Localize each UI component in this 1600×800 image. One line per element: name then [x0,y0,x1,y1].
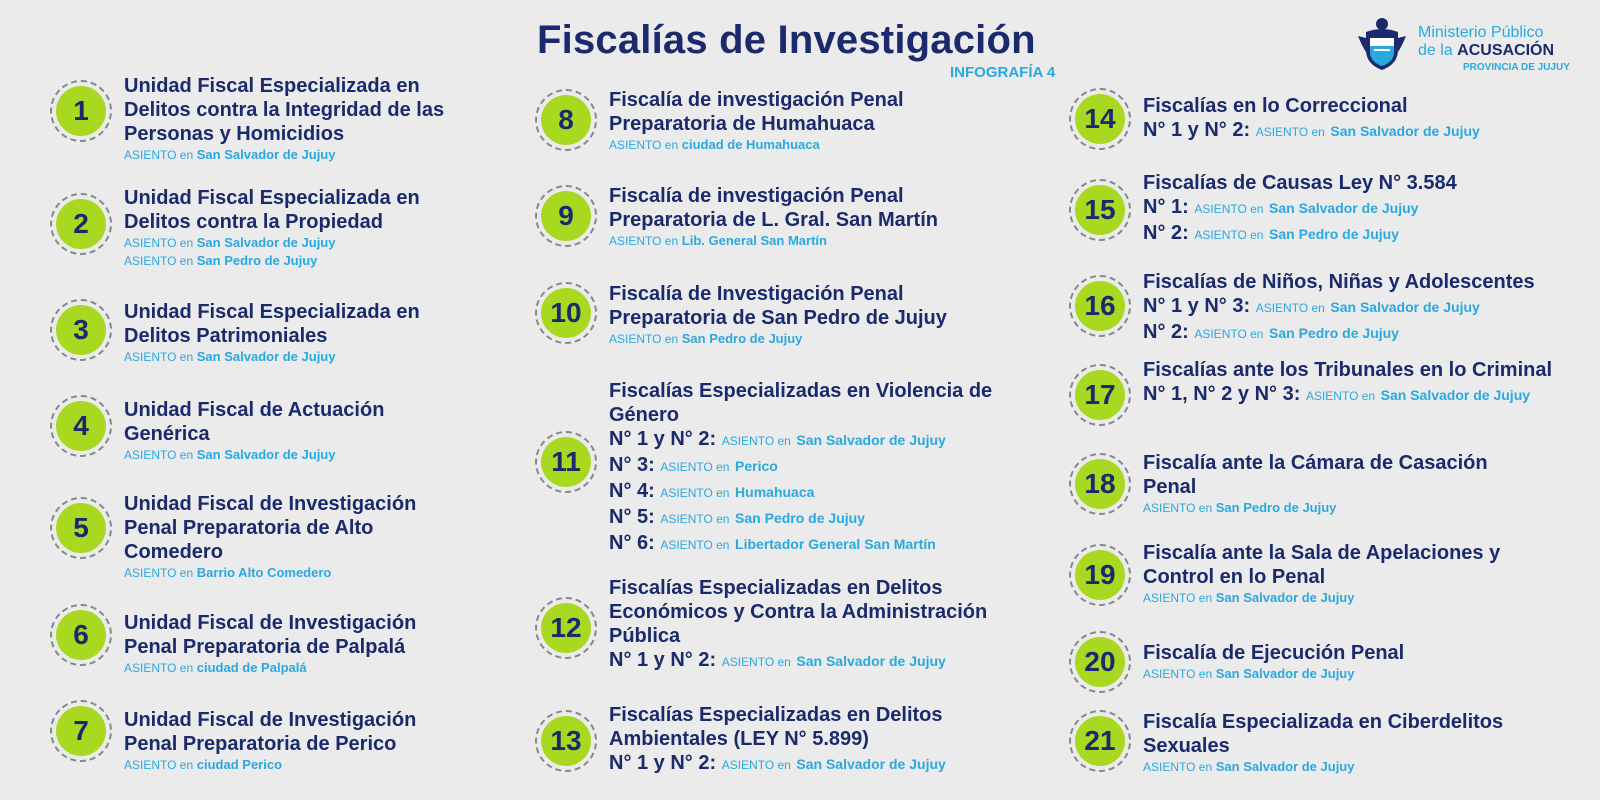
number-badge [50,700,112,762]
item-number: 11 [541,437,591,487]
sub-number: N° 1 y N° 2: [1143,119,1251,141]
seat-location: San Pedro de Jujuy [681,331,803,346]
sub-number: N° 5: [609,506,655,528]
item-text [1143,541,1543,607]
item-number: 20 [1075,637,1125,687]
item-number: 21 [1075,716,1125,766]
seat-line [124,146,464,164]
item-name: Fiscalías Especializadas en Delitos Económicos y Contra la Administración Pública [609,577,988,647]
sub-number: N° 1: [1143,196,1189,218]
sub-fiscalia-line [609,751,1009,777]
coat-of-arms-icon [1356,16,1408,72]
seat-line [609,136,1009,154]
item-name: Unidad Fiscal Especializada en Delitos contra la Propiedad [124,187,420,233]
asiento-label: ASIENTO en [660,512,730,526]
sub-number: N° 1 y N° 2: [609,428,717,450]
asiento-label: ASIENTO en [1143,591,1213,605]
item-name: Fiscalías de Niños, Niñas y Adolescentes [1143,271,1535,293]
item-name: Unidad Fiscal de Investigación Penal Preparatoria de Alto Comedero [124,493,417,563]
seat-line [124,564,464,582]
number-badge [50,299,112,361]
seat-location: San Salvador de Jujuy [1215,666,1355,681]
sub-number: N° 1, N° 2 y N° 3: [1143,383,1301,405]
item-text [124,74,464,164]
item-text [1143,641,1543,683]
item-name: Unidad Fiscal Especializada en Delitos contra la Integridad de las Personas y Homicidios [124,75,445,145]
item-text [1143,270,1583,346]
seat-line [124,252,464,270]
item-name: Fiscalía de Ejecución Penal [1143,642,1405,664]
number-badge [1069,179,1131,241]
item-number: 16 [1075,281,1125,331]
number-badge [1069,364,1131,426]
asiento-label: ASIENTO en [124,566,194,580]
sub-fiscalia-line [609,531,1009,557]
seat-location: San Salvador de Jujuy [1330,123,1480,139]
asiento-label: ASIENTO en [1143,667,1213,681]
asiento-label: ASIENTO en [1255,301,1325,315]
number-badge [1069,710,1131,772]
sub-fiscalia-line [1143,221,1583,247]
item-number: 9 [541,191,591,241]
asiento-label: ASIENTO en [124,254,194,268]
seat-location: Barrio Alto Comedero [196,565,332,580]
seat-line [1143,665,1543,683]
asiento-label: ASIENTO en [609,234,679,248]
seat-location: San Pedro de Jujuy [1269,325,1399,341]
item-name: Unidad Fiscal de Actuación Genérica [124,399,385,445]
seat-location: San Salvador de Jujuy [196,447,336,462]
logo-line-2: de la ACUSACIÓN [1418,42,1555,59]
sub-fiscalia-line [609,648,1039,674]
item-text [1143,94,1583,144]
item-number: 2 [56,199,106,249]
seat-line [1143,499,1543,517]
item-text [1143,451,1543,517]
asiento-label: ASIENTO en [721,434,791,448]
asiento-label: ASIENTO en [660,538,730,552]
sub-fiscalia-line [609,453,1009,479]
item-text [124,611,464,677]
seat-line [124,756,464,774]
sub-number: N° 3: [609,454,655,476]
seat-location: San Pedro de Jujuy [1269,226,1399,242]
number-badge [535,89,597,151]
item-number: 10 [541,288,591,338]
item-text [124,708,464,774]
asiento-label: ASIENTO en [124,661,194,675]
number-badge [535,282,597,344]
item-text [609,88,1009,154]
number-badge [1069,275,1131,337]
item-number: 5 [56,503,106,553]
item-name: Fiscalía de investigación Penal Preparatoria de L. Gral. San Martín [609,185,938,231]
seat-line [124,659,464,677]
number-badge [1069,631,1131,693]
item-name: Fiscalías de Causas Ley N° 3.584 [1143,172,1457,194]
item-name: Fiscalías ante los Tribunales en lo Criminal [1143,359,1553,381]
seat-location: San Salvador de Jujuy [196,235,336,250]
item-number: 19 [1075,550,1125,600]
item-text [609,282,1009,348]
item-text [609,379,1009,557]
seat-line [124,234,464,252]
seat-location: San Salvador de Jujuy [196,147,336,162]
seat-location: ciudad Perico [196,757,283,772]
item-name: Fiscalía de Investigación Penal Preparatoria de San Pedro de Jujuy [609,283,947,329]
number-badge [50,395,112,457]
sub-number: N° 4: [609,480,655,502]
asiento-label: ASIENTO en [124,350,194,364]
item-name: Fiscalía ante la Cámara de Casación Penal [1143,452,1488,498]
item-text [1143,710,1543,776]
item-number: 7 [56,706,106,756]
seat-location: San Salvador de Jujuy [1380,387,1531,403]
page-title: Fiscalías de Investigación [537,18,1036,62]
seat-line [1143,589,1543,607]
seat-location: San Salvador de Jujuy [1215,759,1355,774]
item-name: Unidad Fiscal de Investigación Penal Preparatoria de Palpalá [124,612,417,658]
seat-location: San Salvador de Jujuy [796,653,946,669]
sub-fiscalia-line [609,427,1009,453]
item-name: Fiscalías Especializadas en Violencia de Género [609,380,993,426]
number-badge [1069,544,1131,606]
seat-location: Libertador General San Martín [735,536,936,552]
item-text [124,492,464,582]
number-badge [50,193,112,255]
asiento-label: ASIENTO en [609,332,679,346]
asiento-label: ASIENTO en [660,460,730,474]
number-badge [1069,88,1131,150]
item-name: Unidad Fiscal de Investigación Penal Preparatoria de Perico [124,709,417,755]
item-number: 4 [56,401,106,451]
item-text [124,300,444,366]
number-badge [1069,453,1131,515]
page-subtitle: INFOGRAFÍA 4 [950,64,1056,81]
number-badge [50,80,112,142]
item-number: 1 [56,86,106,136]
asiento-label: ASIENTO en [124,236,194,250]
seat-location: San Salvador de Jujuy [796,432,946,448]
sub-number: N° 6: [609,532,655,554]
ministerio-logo [1356,16,1586,76]
seat-line [609,330,1009,348]
number-badge [535,710,597,772]
asiento-label: ASIENTO en [609,138,679,152]
seat-location: San Salvador de Jujuy [196,349,336,364]
item-name: Fiscalías en lo Correccional [1143,95,1408,117]
item-number: 18 [1075,459,1125,509]
seat-location: Perico [735,458,778,474]
seat-location: San Pedro de Jujuy [735,510,865,526]
seat-line [1143,758,1543,776]
item-number: 8 [541,95,591,145]
seat-location: Humahuaca [735,484,815,500]
sub-fiscalia-line [1143,294,1583,320]
sub-fiscalia-line [609,505,1009,531]
item-text [609,184,1009,250]
item-text [124,186,464,270]
asiento-label: ASIENTO en [660,486,730,500]
seat-location: Lib. General San Martín [681,233,827,248]
sub-fiscalia-line [1143,195,1583,221]
logo-line-3: PROVINCIA DE JUJUY [1463,62,1570,73]
sub-number: N° 2: [1143,222,1189,244]
asiento-label: ASIENTO en [1255,125,1325,139]
seat-location: San Salvador de Jujuy [796,756,946,772]
item-number: 17 [1075,370,1125,420]
seat-location: San Pedro de Jujuy [196,253,318,268]
sub-fiscalia-line [1143,118,1583,144]
asiento-label: ASIENTO en [124,148,194,162]
sub-number: N° 1 y N° 3: [1143,295,1251,317]
asiento-label: ASIENTO en [1194,327,1264,341]
seat-location: San Salvador de Jujuy [1330,299,1480,315]
sub-number: N° 2: [1143,321,1189,343]
item-text [609,703,1009,777]
number-badge [535,185,597,247]
item-number: 12 [541,603,591,653]
asiento-label: ASIENTO en [1305,389,1376,403]
asiento-label: ASIENTO en [1194,228,1264,242]
item-number: 6 [56,610,106,660]
item-number: 14 [1075,94,1125,144]
asiento-label: ASIENTO en [721,655,791,669]
item-text [1143,358,1583,408]
item-name: Fiscalía de investigación Penal Preparatoria de Humahuaca [609,89,904,135]
asiento-label: ASIENTO en [1194,202,1264,216]
seat-line [124,446,444,464]
number-badge [50,604,112,666]
logo-line-1: Ministerio Público [1418,24,1544,41]
item-name: Fiscalía Especializada en Ciberdelitos Sexuales [1143,711,1504,757]
seat-location: San Salvador de Jujuy [1269,200,1419,216]
item-number: 13 [541,716,591,766]
seat-line [124,348,444,366]
sub-fiscalia-line [1143,320,1583,346]
item-text [124,398,444,464]
item-name: Fiscalía ante la Sala de Apelaciones y Control en lo Penal [1143,542,1501,588]
seat-location: San Pedro de Jujuy [1215,500,1337,515]
sub-number: N° 1 y N° 2: [609,752,717,774]
asiento-label: ASIENTO en [1143,501,1213,515]
item-name: Unidad Fiscal Especializada en Delitos Patrimoniales [124,301,420,347]
seat-location: San Salvador de Jujuy [1215,590,1355,605]
item-name: Fiscalías Especializadas en Delitos Ambientales (LEY N° 5.899) [609,704,943,750]
asiento-label: ASIENTO en [124,448,194,462]
item-number: 3 [56,305,106,355]
sub-number: N° 1 y N° 2: [609,649,717,671]
item-text [609,576,1039,674]
asiento-label: ASIENTO en [1143,760,1213,774]
item-text [1143,171,1583,247]
asiento-label: ASIENTO en [721,758,791,772]
seat-location: ciudad de Humahuaca [681,137,820,152]
number-badge [535,597,597,659]
item-number: 15 [1075,185,1125,235]
sub-fiscalia-line [1143,382,1583,408]
seat-location: ciudad de Palpalá [196,660,307,675]
number-badge [50,497,112,559]
seat-line [609,232,1009,250]
sub-fiscalia-line [609,479,1009,505]
asiento-label: ASIENTO en [124,758,194,772]
number-badge [535,431,597,493]
